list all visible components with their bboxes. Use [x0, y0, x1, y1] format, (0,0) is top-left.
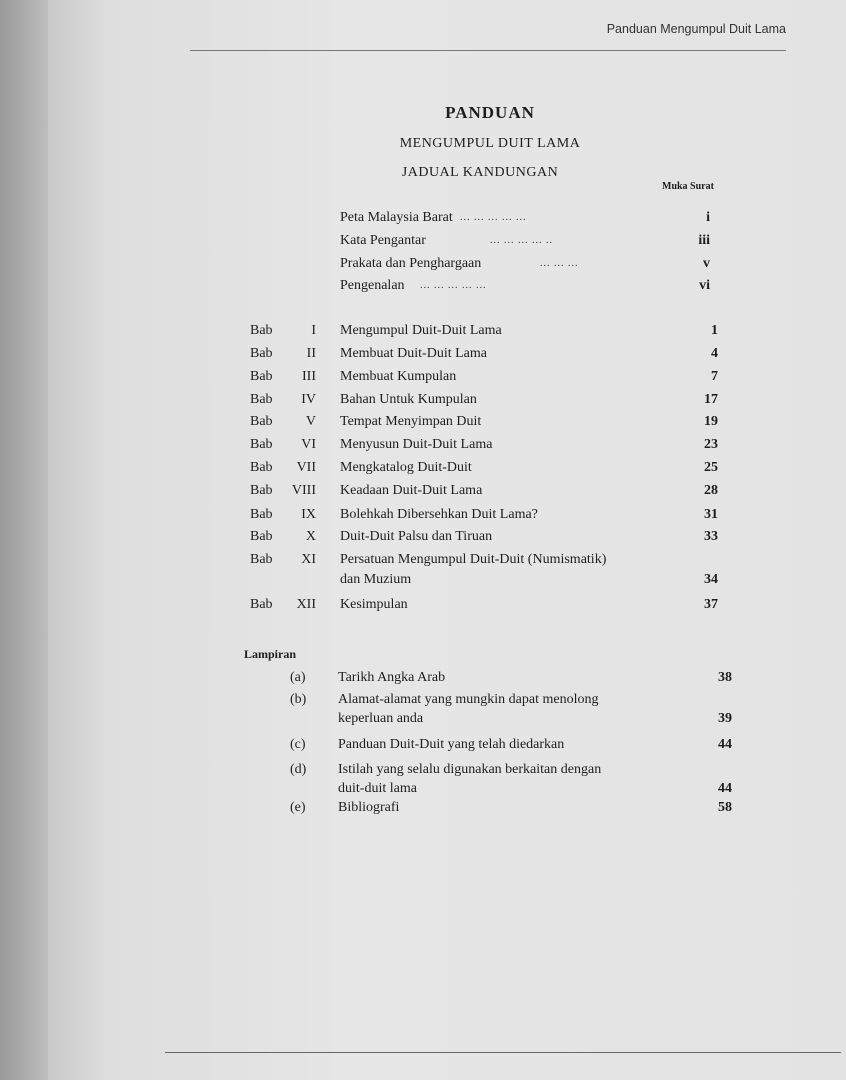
- toc-entry-title: Membuat Duit-Duit Lama: [340, 346, 487, 361]
- toc-entry-title: Tarikh Angka Arab: [338, 670, 446, 685]
- toc-entry-title: Istilah yang selalu digunakan berkaitan dengan: [338, 762, 602, 777]
- toc-entry-page: 33: [704, 529, 718, 544]
- toc-entry-page: v: [703, 256, 710, 271]
- running-header: Panduan Mengumpul Duit Lama: [606, 22, 786, 36]
- toc-entry-page: 19: [704, 414, 718, 429]
- appendix-letter: (a): [290, 670, 306, 685]
- toc-entry-page: 37: [704, 597, 718, 612]
- toc-entry-page: vi: [699, 278, 710, 293]
- toc-entry-page: 31: [704, 507, 718, 522]
- toc-entry-title: Mengkatalog Duit-Duit: [340, 460, 472, 475]
- chapter-number: V: [305, 414, 316, 429]
- toc-entry-title: Persatuan Mengumpul Duit-Duit (Numismatik): [340, 552, 607, 567]
- toc-entry-page: 58: [718, 800, 732, 815]
- chapter-label: Bab: [250, 529, 273, 544]
- chapter-label: Bab: [250, 346, 273, 361]
- toc-entry-page: 44: [718, 737, 732, 752]
- leader-dots: ... ... ... ... ...: [460, 212, 527, 223]
- toc-entry-title: Kata Pengantar: [340, 233, 426, 248]
- chapter-label: Bab: [250, 597, 273, 612]
- toc-entry-title: Duit-Duit Palsu dan Tiruan: [340, 529, 493, 544]
- toc-entry-page: 39: [718, 711, 732, 726]
- chapter-number: X: [305, 529, 316, 544]
- appendix-letter: (c): [290, 737, 306, 752]
- toc-entry-title: Pengenalan: [340, 278, 405, 293]
- chapter-label: Bab: [250, 369, 273, 384]
- toc-entry-title: Membuat Kumpulan: [340, 369, 457, 384]
- chapter-number: I: [311, 323, 316, 338]
- toc-entry-title: Bibliografi: [338, 800, 400, 815]
- leader-dots: ... ... ... ... ...: [420, 280, 487, 291]
- toc-entry-page: i: [706, 210, 710, 225]
- toc-entry-title: Prakata dan Penghargaan: [340, 256, 482, 271]
- leader-dots: ... ... ... ... ..: [490, 235, 553, 246]
- chapter-number: II: [306, 346, 316, 361]
- header-rule: [190, 50, 786, 51]
- book-spine-edge: [0, 0, 48, 1080]
- chapter-number: III: [302, 369, 316, 384]
- toc-entry-title: Tempat Menyimpan Duit: [340, 414, 482, 429]
- toc-entry-page: iii: [698, 233, 710, 248]
- toc-entry-page: 7: [711, 369, 718, 384]
- toc-entry-title: Keadaan Duit-Duit Lama: [340, 483, 483, 498]
- chapter-label: Bab: [250, 437, 273, 452]
- chapter-label: Bab: [250, 323, 273, 338]
- section-title: JADUAL KANDUNGAN: [401, 165, 559, 180]
- toc-entry-page: 44: [718, 781, 732, 796]
- chapter-label: Bab: [250, 392, 273, 407]
- chapter-number: IV: [301, 392, 316, 407]
- toc-entry-page: 4: [711, 346, 718, 361]
- toc-entry-title: Peta Malaysia Barat: [340, 210, 453, 225]
- toc-entry-page: 1: [711, 323, 718, 338]
- chapter-number: IX: [301, 507, 316, 522]
- document-subtitle: MENGUMPUL DUIT LAMA: [399, 136, 581, 151]
- toc-entry-title-continued: keperluan anda: [338, 711, 424, 726]
- chapter-number: XII: [296, 597, 316, 612]
- toc-entry-page: 17: [704, 392, 718, 407]
- appendix-letter: (d): [290, 762, 307, 777]
- toc-entry-title: Menyusun Duit-Duit Lama: [340, 437, 493, 452]
- toc-entry-title: Bolehkah Dibersehkan Duit Lama?: [340, 507, 538, 522]
- chapter-label: Bab: [250, 507, 273, 522]
- toc-entry-page: 23: [704, 437, 718, 452]
- toc-entry-title: Alamat-alamat yang mungkin dapat menolong: [338, 692, 599, 707]
- leader-dots: ... ... ...: [540, 258, 579, 269]
- toc-entry-page: 28: [704, 483, 718, 498]
- chapter-label: Bab: [250, 460, 273, 475]
- appendix-letter: (e): [290, 800, 306, 815]
- chapter-number: VII: [296, 460, 316, 475]
- footer-rule: [165, 1052, 841, 1053]
- document-title: PANDUAN: [445, 103, 535, 122]
- toc-entry-page: 34: [704, 572, 718, 587]
- toc-entry-title: Kesimpulan: [340, 597, 408, 612]
- toc-entry-page: 38: [718, 670, 732, 685]
- chapter-label: Bab: [250, 552, 273, 567]
- chapter-number: VI: [301, 437, 316, 452]
- chapter-number: VIII: [291, 483, 316, 498]
- appendix-letter: (b): [290, 692, 307, 707]
- toc-entry-page: 25: [704, 460, 718, 475]
- page-column-label: Muka Surat: [662, 181, 714, 192]
- chapter-label: Bab: [250, 414, 273, 429]
- toc-entry-title-continued: duit-duit lama: [338, 781, 417, 796]
- chapter-number: XI: [301, 552, 316, 567]
- chapter-label: Bab: [250, 483, 273, 498]
- toc-entry-title: Panduan Duit-Duit yang telah diedarkan: [338, 737, 565, 752]
- toc-entry-title: Mengumpul Duit-Duit Lama: [340, 323, 502, 338]
- appendix-label: Lampiran: [244, 647, 297, 661]
- toc-entry-title-continued: dan Muzium: [340, 572, 412, 587]
- toc-entry-title: Bahan Untuk Kumpulan: [340, 392, 477, 407]
